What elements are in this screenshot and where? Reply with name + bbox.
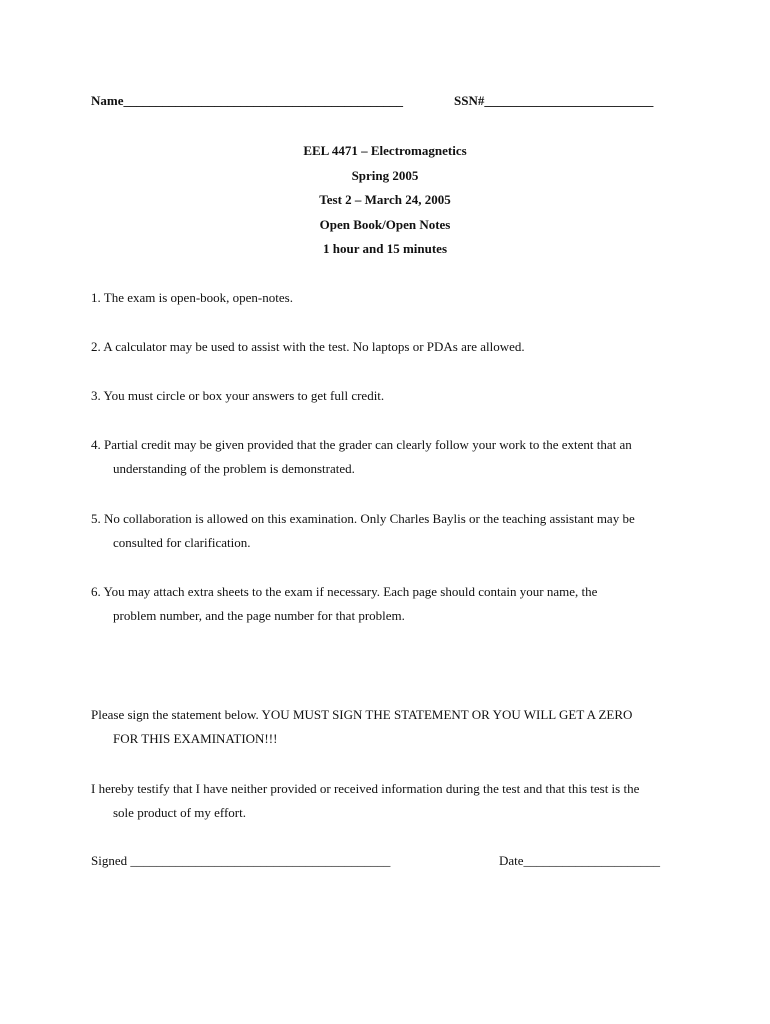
course-title: EEL 4471 – Electromagnetics bbox=[303, 143, 467, 158]
rule-text-continued: understanding of the problem is demonstrated. bbox=[113, 461, 355, 476]
rule-text-continued: consulted for clarification. bbox=[113, 535, 251, 550]
honor-statement-text: I hereby testify that I have neither provided or received information during the test and that this test is the bbox=[91, 781, 640, 796]
date-field[interactable]: Date_____________________ bbox=[499, 853, 661, 868]
format-title: Open Book/Open Notes bbox=[319, 216, 451, 232]
exam-title-block bbox=[0, 142, 770, 265]
honor-statement-text-continued: sole product of my effort. bbox=[113, 805, 246, 820]
rule-item bbox=[91, 384, 691, 408]
honor-statement bbox=[91, 777, 691, 825]
rule-text: 2. A calculator may be used to assist with the test. No laptops or PDAs are allowed. bbox=[91, 339, 525, 354]
ssn-field[interactable]: SSN#__________________________ bbox=[454, 93, 654, 108]
duration-title: 1 hour and 15 minutes bbox=[322, 241, 447, 256]
name-field[interactable]: Name___________________________________________ bbox=[91, 93, 403, 108]
sign-instruction-text: Please sign the statement below. YOU MUST SIGN THE STATEMENT OR YOU WILL GET A ZERO bbox=[91, 707, 633, 722]
signature-field[interactable]: Signed ________________________________________ bbox=[91, 853, 391, 868]
rule-item bbox=[91, 433, 691, 481]
rule-text: 5. No collaboration is allowed on this examination. Only Charles Baylis or the teaching assistant may be bbox=[91, 511, 635, 526]
term-title: Spring 2005 bbox=[351, 167, 419, 183]
rule-text: 6. You may attach extra sheets to the exam if necessary. Each page should contain your name, the bbox=[91, 584, 598, 599]
sign-instruction bbox=[91, 703, 691, 751]
signature-row bbox=[91, 853, 691, 869]
test-title: Test 2 – March 24, 2005 bbox=[319, 192, 451, 207]
rule-text-continued: problem number, and the page number for that problem. bbox=[113, 608, 405, 623]
sign-instruction-text-continued: FOR THIS EXAMINATION!!! bbox=[113, 731, 278, 746]
student-info-row bbox=[91, 93, 691, 109]
rule-item bbox=[91, 580, 691, 628]
rule-item bbox=[91, 335, 691, 359]
rule-item bbox=[91, 286, 691, 310]
rule-item bbox=[91, 507, 691, 555]
rule-text: 4. Partial credit may be given provided that the grader can clearly follow your work to the extent that an bbox=[91, 437, 632, 452]
rule-text: 1. The exam is open-book, open-notes. bbox=[91, 290, 293, 305]
rule-text: 3. You must circle or box your answers to get full credit. bbox=[91, 388, 385, 403]
